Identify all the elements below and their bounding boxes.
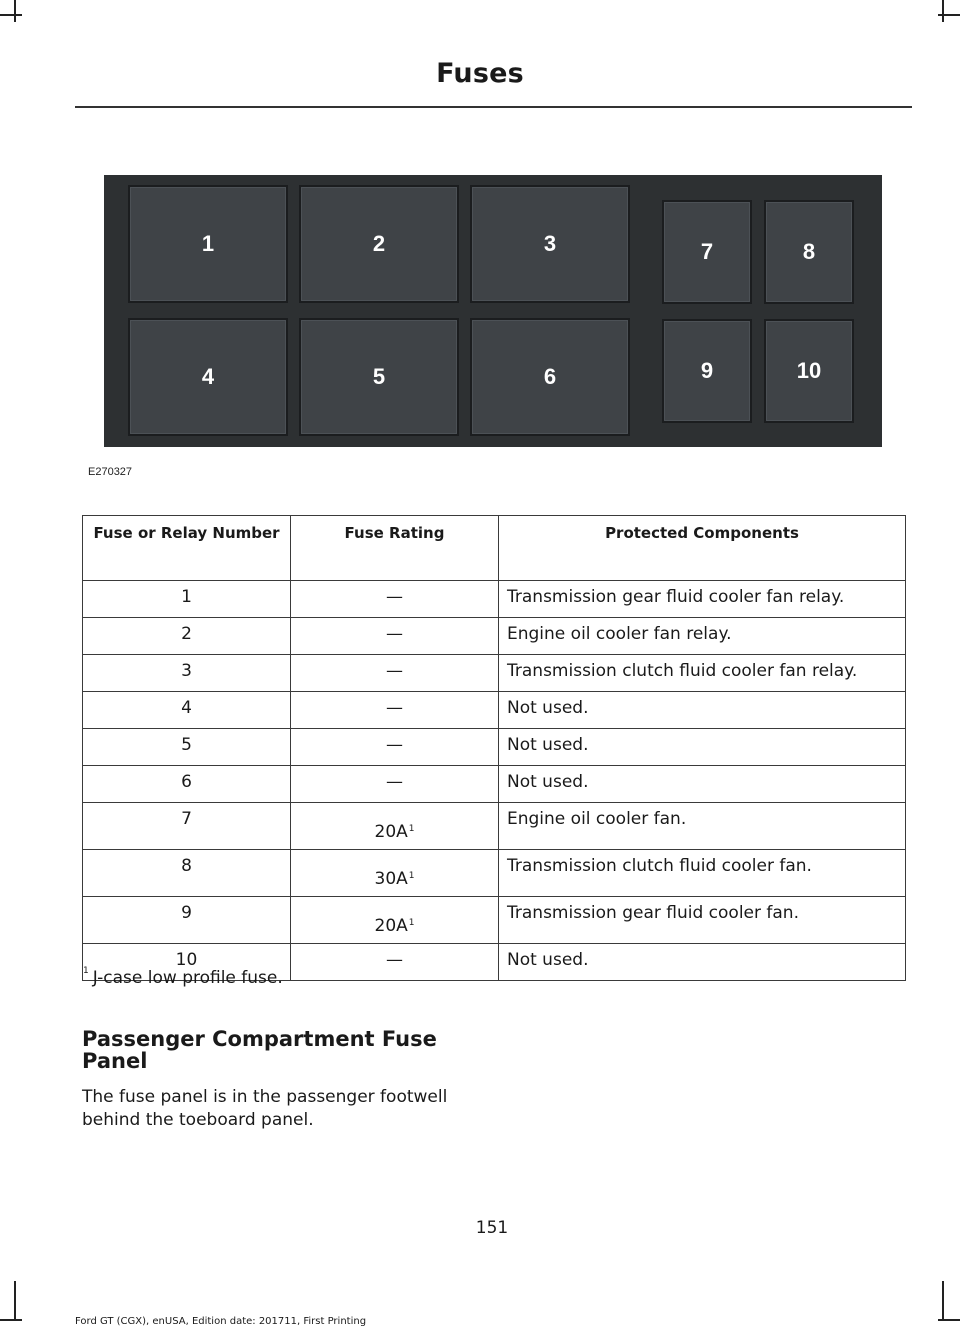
fuse-rating — [291, 803, 499, 850]
fuse-number: 3 — [83, 655, 291, 692]
table-row — [83, 803, 906, 850]
fuse-number: 1 — [83, 581, 291, 618]
table-row — [83, 692, 906, 729]
crop-mark — [942, 1281, 944, 1321]
protected-component: Not used. — [499, 944, 906, 981]
fuse-3: 3 — [470, 185, 630, 303]
footnote-marker: 1 — [83, 966, 89, 976]
protected-component: Engine oil cooler fan. — [499, 803, 906, 850]
fuse-rating: — — [291, 692, 499, 729]
section-heading: Passenger Compartment Fuse Panel — [82, 1027, 437, 1073]
fuse-number: 4 — [83, 692, 291, 729]
footnote-marker: 1 — [408, 824, 415, 834]
fuse-number: 7 — [83, 803, 291, 850]
fuse-10: 10 — [764, 319, 854, 423]
protected-component: Transmission clutch fluid cooler fan relay. — [499, 655, 906, 692]
crop-mark — [938, 14, 960, 16]
fuse-number: 9 — [83, 897, 291, 944]
rating-value: 20A — [374, 916, 408, 936]
column-header: Fuse Rating — [291, 516, 499, 581]
protected-component: Transmission clutch fluid cooler fan. — [499, 850, 906, 897]
protected-component: Not used. — [499, 729, 906, 766]
protected-component: Not used. — [499, 766, 906, 803]
protected-component: Transmission gear fluid cooler fan relay. — [499, 581, 906, 618]
fuse-9: 9 — [662, 319, 752, 423]
footnote — [82, 968, 283, 988]
fuse-rating: — — [291, 944, 499, 981]
table-row — [83, 850, 906, 897]
figure-code: E270327 — [88, 466, 133, 478]
protected-component: Not used. — [499, 692, 906, 729]
rating-value: 30A — [374, 869, 408, 889]
footnote-marker: 1 — [408, 918, 415, 928]
fuse-number: 2 — [83, 618, 291, 655]
fuse-8: 8 — [764, 200, 854, 304]
title-divider — [75, 106, 912, 108]
fuse-number: 5 — [83, 729, 291, 766]
fuse-1: 1 — [128, 185, 288, 303]
fuse-rating: — — [291, 655, 499, 692]
fuse-number: 6 — [83, 766, 291, 803]
table-row — [83, 729, 906, 766]
fuse-table — [82, 515, 906, 981]
column-header: Protected Components — [499, 516, 906, 581]
fuse-rating: — — [291, 618, 499, 655]
protected-component: Engine oil cooler fan relay. — [499, 618, 906, 655]
column-header: Fuse or Relay Number — [83, 516, 291, 581]
table-row — [83, 897, 906, 944]
table-header-row — [83, 516, 906, 581]
body-paragraph: The fuse panel is in the passenger footwell behind the toeboard panel. — [82, 1087, 448, 1130]
table-row — [83, 766, 906, 803]
footnote-text: J-case low profile fuse. — [92, 968, 283, 988]
fuse-rating: — — [291, 766, 499, 803]
crop-mark — [0, 14, 22, 16]
fuse-rating: — — [291, 581, 499, 618]
fuse-5: 5 — [299, 318, 459, 436]
crop-mark — [0, 1319, 22, 1321]
fuse-panel-diagram — [104, 175, 882, 447]
fuse-6: 6 — [470, 318, 630, 436]
page-number: 151 — [475, 1218, 509, 1238]
page-title: Fuses — [436, 58, 524, 89]
footnote-marker: 1 — [408, 871, 415, 881]
fuse-rating: — — [291, 729, 499, 766]
crop-mark — [14, 0, 16, 22]
crop-mark — [938, 1319, 960, 1321]
table-row — [83, 655, 906, 692]
edition-footer: Ford GT (CGX), enUSA, Edition date: 201711, First Printing — [75, 1316, 367, 1327]
fuse-number: 8 — [83, 850, 291, 897]
crop-mark — [942, 0, 944, 22]
protected-component: Transmission gear fluid cooler fan. — [499, 897, 906, 944]
fuse-rating — [291, 850, 499, 897]
fuse-number: 10 — [83, 944, 291, 981]
fuse-4: 4 — [128, 318, 288, 436]
table-row — [83, 618, 906, 655]
fuse-7: 7 — [662, 200, 752, 304]
fuse-2: 2 — [299, 185, 459, 303]
crop-mark — [14, 1281, 16, 1321]
table-row — [83, 581, 906, 618]
fuse-rating — [291, 897, 499, 944]
rating-value: 20A — [374, 822, 408, 842]
